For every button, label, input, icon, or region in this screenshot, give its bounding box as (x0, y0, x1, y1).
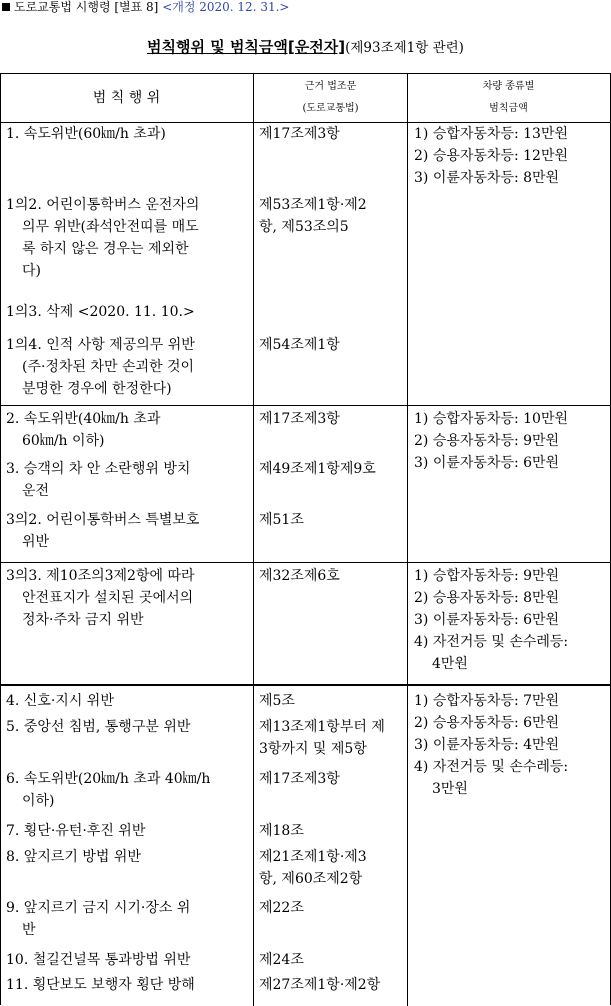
column-header-fine: 차량 종류별 범칙금액 (482, 81, 535, 114)
fine-cell: 1) 승합자동차등: 13만원 2) 승용자동차등: 12만원 3) 이륜자동차등: 8만원 (414, 126, 568, 186)
row-divider (0, 405, 611, 406)
header-text: 도로교통법 시행령 [별표 8] (14, 0, 159, 14)
act-cell: 3. 승객의 차 안 소란행위 방치 운전 (6, 461, 191, 499)
law-cell: 제17조제3항 (259, 411, 340, 427)
column-divider (253, 73, 254, 1006)
title-sub: (제93조제1항 관련) (345, 40, 464, 56)
law-cell: 제49조제1항제9호 (259, 461, 376, 477)
law-cell: 제53조제1항·제2 항, 제53조의5 (259, 197, 367, 235)
act-cell: 4. 신호·지시 위반 (6, 693, 114, 709)
law-cell: 제24조 (259, 952, 304, 968)
act-cell: 1의2. 어린이통학버스 운전자의 의무 위반(좌석안전띠를 매도 록 하지 않은 경우는 제외한 다) (6, 197, 200, 279)
row-divider (0, 562, 611, 563)
law-cell: 제17조제3항 (259, 126, 340, 142)
act-cell: 2. 속도위반(40㎞/h 초과 60㎞/h 이하) (6, 411, 161, 449)
act-cell: 7. 횡단·유턴·후진 위반 (6, 823, 146, 839)
law-cell: 제32조제6호 (259, 568, 340, 584)
act-cell: 3의2. 어린이통학버스 특별보호 위반 (6, 512, 200, 550)
amendment-note: <개정 2020. 12. 31.> (162, 0, 290, 14)
page-title (0, 37, 611, 58)
fine-cell: 1) 승합자동차등: 7만원 2) 승용자동차등: 6만원 3) 이륜자동차등: 4만원 4) 자전거등 및 손수레등: 3만원 (414, 693, 569, 797)
document-header (2, 0, 289, 14)
fine-cell: 1) 승합자동차등: 10만원 2) 승용자동차등: 9만원 3) 이륜자동차등: 6만원 (414, 411, 568, 471)
square-bullet-icon (2, 3, 10, 11)
law-cell: 제18조 (259, 823, 304, 839)
act-cell: 8. 앞지르기 방법 위반 (6, 849, 141, 865)
column-divider (407, 73, 408, 1006)
column-header-law: 근거 법조문 (도로교통법) (302, 81, 359, 114)
act-cell: 5. 중앙선 침범, 통행구분 위반 (6, 719, 191, 735)
column-header-act: 범 칙 행 위 (92, 90, 161, 106)
law-cell: 제54조제1항 (259, 337, 340, 353)
law-cell: 제21조제1항·제3 항, 제60조제2항 (259, 849, 367, 887)
act-cell: 3의3. 제10조의3제2항에 따라 안전표지가 설치된 곳에서의 정차·주차 금지 위반 (6, 568, 195, 628)
act-cell: 1. 속도위반(60㎞/h 초과) (6, 126, 166, 142)
act-cell: 9. 앞지르기 금지 시기·장소 위 반 (6, 900, 191, 938)
fine-cell: 1) 승합자동차등: 9만원 2) 승용자동차등: 8만원 3) 이륜자동차등: 6만원 4) 자전거등 및 손수레등: 4만원 (414, 568, 569, 672)
title-main: 범칙행위 및 범칙금액[운전자] (147, 38, 346, 56)
act-cell: 10. 철길건널목 통과방법 위반 (6, 952, 191, 968)
row-divider (0, 684, 611, 686)
law-cell: 제51조 (259, 512, 304, 528)
law-cell: 제5조 (259, 693, 295, 709)
act-cell: 1의4. 인적 사항 제공의무 위반 (주·정차된 차만 손괴한 것이 분명한 경우에 한정한다) (6, 337, 195, 397)
law-cell: 제17조제3항 (259, 771, 340, 787)
law-cell: 제13조제1항부터 제 3항까지 및 제5항 (259, 719, 385, 757)
act-cell: 6. 속도위반(20㎞/h 초과 40㎞/h 이하) (6, 771, 211, 809)
act-cell: 1의3. 삭제 <2020. 11. 10.> (6, 304, 195, 320)
law-cell: 제22조 (259, 900, 304, 916)
act-cell: 11. 횡단보도 보행자 횡단 방해 (6, 977, 195, 993)
law-cell: 제27조제1항·제2항 (259, 977, 381, 993)
